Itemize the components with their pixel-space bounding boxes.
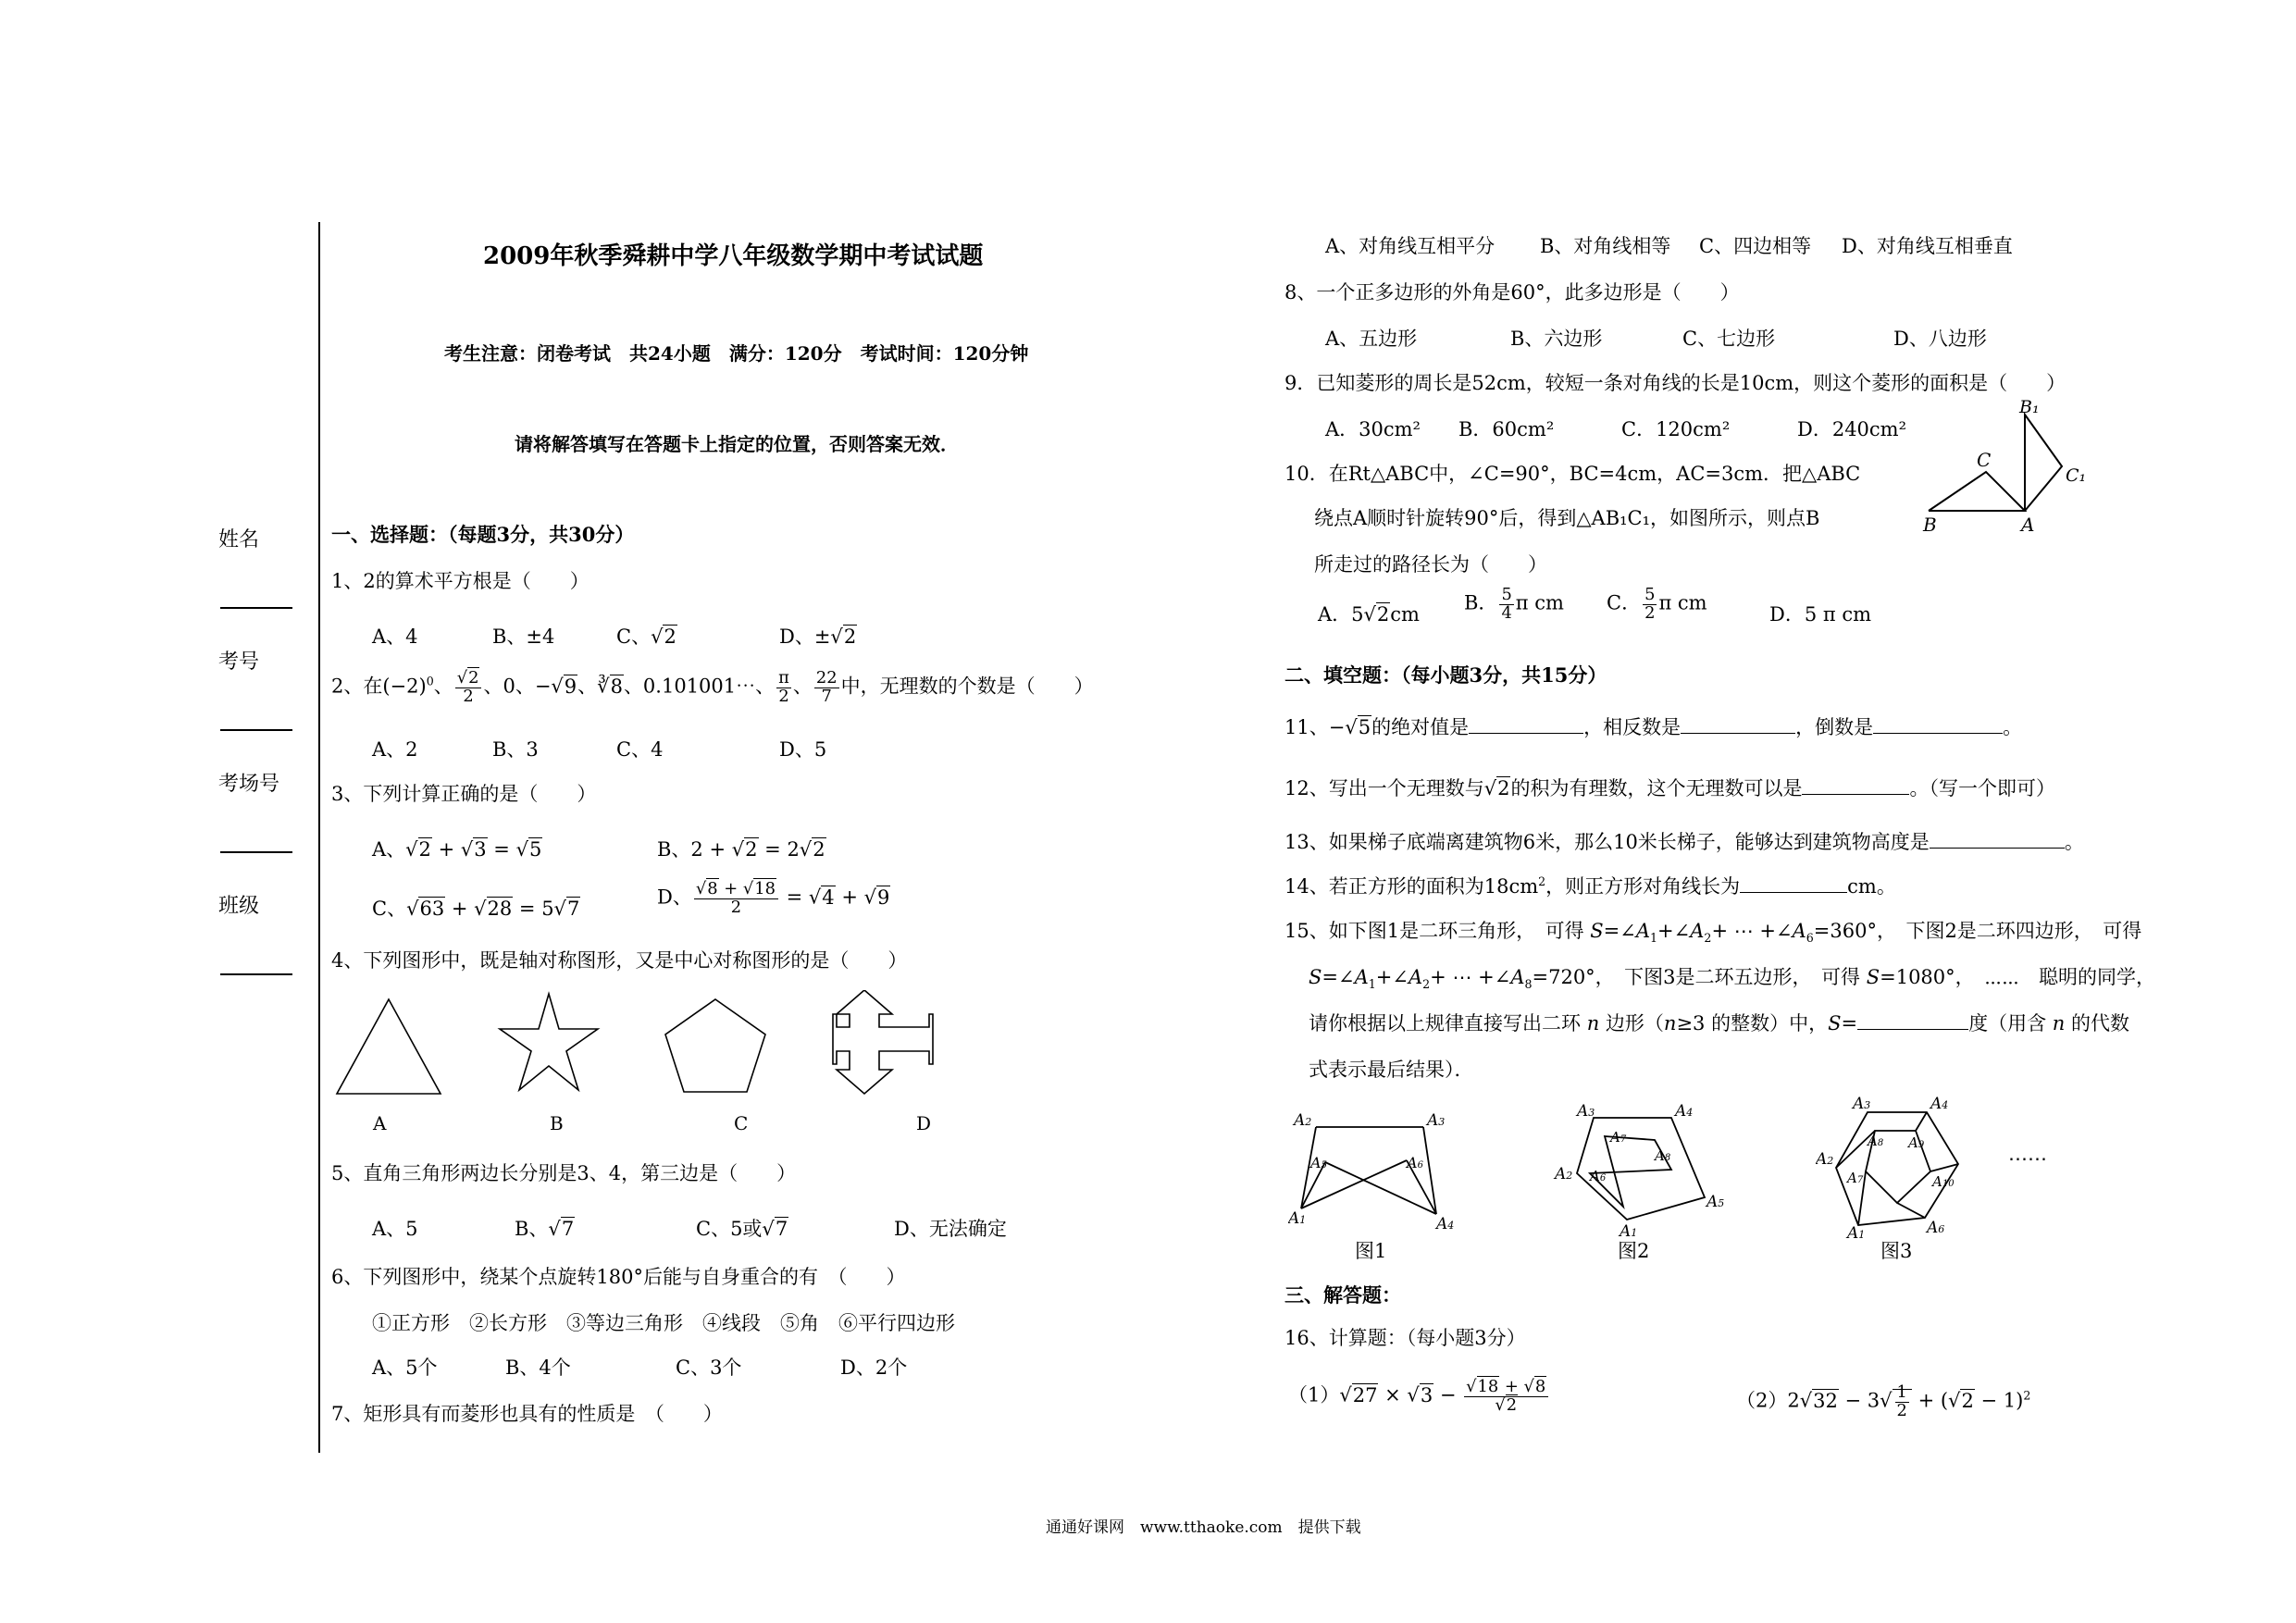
q5-option-a: A、5	[372, 1218, 418, 1240]
class-line[interactable]	[220, 973, 292, 975]
section3-heading: 三、解答题：	[1285, 1283, 1401, 1307]
figure2-caption: 图2	[1618, 1240, 1650, 1262]
exam-instruction: 请将解答填写在答题卡上指定的位置，否则答案无效．	[515, 433, 959, 455]
svg-text:A4: A4	[1436, 1215, 1455, 1231]
exam-room-label: 考场号	[218, 773, 280, 796]
q4-cross-arrow-shape	[833, 990, 933, 1094]
q7-option-c: C、四边相等	[1699, 235, 1812, 257]
q9-stem: 9．已知菱形的周长是52cm，较短一条对角线的长是10cm，则这个菱形的面积是（ ）	[1285, 372, 2066, 394]
q10-line1: 10．在Rt△ABC中，∠C=90°，BC=4cm，AC=3cm．把△ABC	[1285, 463, 1861, 485]
q10-line3: 所走过的路径长为（ ）	[1314, 553, 1547, 576]
q6-option-b: B、4个	[505, 1357, 571, 1379]
q1-stem: 1、2的算术平方根是（ ）	[331, 570, 590, 592]
q16-part2: （2）2√32 − 3√ $\frac{1}{2}$ + $(√2 - 1)^2$	[1736, 1382, 2031, 1420]
svg-text:A3: A3	[1427, 1111, 1446, 1130]
q1-option-b: B、±4	[492, 626, 555, 648]
q9-option-d: D．240cm²	[1797, 418, 1907, 440]
exam-title: 2009年秋季舜耕中学八年级数学期中考试试题	[483, 242, 984, 270]
q10-option-d: D．5 π cm	[1769, 603, 1872, 626]
q2-option-a: A、2	[372, 738, 418, 761]
svg-text:A6: A6	[1590, 1168, 1607, 1184]
q4-figures	[333, 990, 962, 1110]
exam-room-line[interactable]	[220, 851, 292, 853]
q5-option-d: D、无法确定	[894, 1218, 1007, 1240]
svg-text:A8: A8	[1868, 1133, 1884, 1149]
q12-text: 12、写出一个无理数与√2的积为有理数，这个无理数可以是 。（写一个即可）	[1285, 774, 2055, 801]
q4-star-shape	[500, 994, 598, 1090]
q15-figure1	[1288, 1110, 1455, 1231]
svg-text:A9: A9	[1908, 1134, 1925, 1151]
exam-number-label: 考号	[218, 650, 260, 674]
q5-option-b: B、√7	[515, 1218, 575, 1240]
q3-stem: 3、下列计算正确的是（ ）	[331, 783, 597, 805]
q6-option-a: A、5个	[372, 1357, 438, 1379]
svg-text:A2: A2	[1555, 1165, 1573, 1183]
q6-items: ①正方形 ②长方形 ③等边三角形 ④线段 ⑤角 ⑥平行四边形	[372, 1312, 955, 1334]
svg-text:A10: A10	[1932, 1173, 1955, 1190]
q4-label-b: B	[550, 1112, 564, 1134]
q15-line4: 式表示最后结果）．	[1309, 1059, 1474, 1081]
q1-option-c: C、√2	[616, 626, 676, 648]
q13-text: 13、如果梯子底端离建筑物6米，那么10米长梯子，能够达到建筑物高度是 。	[1285, 827, 2084, 855]
q10-rotation-figure	[1916, 398, 2110, 537]
q10-label-b: B	[1923, 514, 1937, 536]
q8-option-a: A、五边形	[1325, 328, 1418, 350]
q10-triangle-ab1c1	[2025, 415, 2062, 511]
q4-label-c: C	[734, 1112, 749, 1134]
svg-text:A1: A1	[1288, 1209, 1307, 1228]
svg-text:A5: A5	[1706, 1193, 1725, 1211]
exam-notice: 考生注意：闭卷考试 共24小题 满分：120分 考试时间：120分钟	[444, 342, 1029, 365]
svg-text:A6: A6	[1407, 1154, 1423, 1171]
exam-number-line[interactable]	[220, 729, 292, 731]
q9-option-c: C．120cm²	[1621, 418, 1731, 440]
q6-stem: 6、下列图形中，绕某个点旋转180°后能与自身重合的有 （ ）	[331, 1266, 906, 1288]
svg-text:A1: A1	[1620, 1222, 1638, 1238]
q10-label-c1: C₁	[2066, 465, 2087, 486]
q4-stem: 4、下列图形中，既是轴对称图形，又是中心对称图形的是（ ）	[331, 949, 908, 972]
q10-option-c: C． $\frac{5}{2}$ π cm	[1607, 585, 1707, 623]
q11-text: 11、−√5的绝对值是 ，相反数是 ，倒数是 。	[1285, 712, 2022, 740]
page-footer: 通通好课网 www.tthaoke.com 提供下载	[1046, 1518, 1361, 1537]
q15-line2: $S=\angle A_1+\angle A_2+$ ⋯ $+\angle A_8=720^\circ$， 下图3是二环五边形， 可得 S=1080°， ⋯⋯ 聪明的同学，	[1309, 966, 2155, 992]
q8-option-c: C、七边形	[1682, 328, 1776, 350]
section1-heading: 一、选择题：（每题3分，共30分）	[331, 523, 635, 546]
name-label: 姓名	[218, 528, 260, 551]
svg-text:A3: A3	[1577, 1102, 1595, 1121]
q6-option-c: C、3个	[676, 1357, 742, 1379]
q2-option-c: C、4	[616, 738, 664, 761]
q6-option-d: D、2个	[840, 1357, 908, 1379]
svg-text:A7: A7	[1610, 1129, 1627, 1146]
q7-stem: 7、矩形具有而菱形也具有的性质是 （ ）	[331, 1403, 723, 1425]
q4-pentagon-shape	[665, 999, 765, 1092]
q2-option-b: B、3	[492, 738, 539, 761]
q10-label-a: A	[2021, 514, 2035, 536]
q7-option-d: D、对角线互相垂直	[1842, 235, 2013, 257]
q10-label-c: C	[1977, 449, 1992, 471]
q1-option-d: D、±√2	[779, 626, 857, 648]
svg-text:A4: A4	[1930, 1095, 1949, 1113]
q4-triangle-shape	[337, 999, 441, 1094]
q10-label-b1: B₁	[2019, 398, 2040, 417]
q16-part1: （1）√27 × √3 − $\frac{√18 + √8}{√2}$	[1288, 1379, 1550, 1414]
q15-line3: 请你根据以上规律直接写出二环 n 边形（n≥3 的整数）中，S= 度（用含 n 的代数	[1309, 1009, 2129, 1036]
q3-option-c: C、√63 + √28 = 5√7	[372, 898, 580, 920]
q3-option-a: A、√2 + √3 = √5	[372, 838, 542, 861]
q3-option-d: D、 $\frac{√8 + √18}{2}$ = √4 + √9	[657, 879, 890, 917]
q15-ellipsis: ⋯⋯	[2008, 1147, 2047, 1170]
figure3-caption: 图3	[1880, 1240, 1913, 1262]
q8-stem: 8、一个正多边形的外角是60°，此多边形是（ ）	[1285, 281, 1740, 304]
q15-line1: 15、如下图1是二环三角形， 可得 $S=\angle A_1+\angle A_2+$ ⋯ $+\angle A_6=360^\circ$， 下图2是二环四边形， 可得	[1285, 920, 2142, 946]
q10-triangle-abc	[1929, 472, 2025, 511]
figure1-caption: 图1	[1355, 1240, 1387, 1262]
q5-option-c: C、5或√7	[696, 1218, 788, 1240]
class-label: 班级	[218, 895, 260, 918]
margin-rule	[318, 222, 320, 1453]
svg-text:A1: A1	[1847, 1224, 1866, 1238]
q5-stem: 5、直角三角形两边长分别是3、4，第三边是（ ）	[331, 1162, 797, 1184]
q4-label-a: A	[373, 1112, 387, 1134]
q15-figure2	[1553, 1099, 1738, 1238]
q14-text: 14、若正方形的面积为$18cm^2$，则正方形对角线长为 cm。	[1285, 874, 1896, 898]
name-line[interactable]	[220, 607, 292, 609]
svg-text:A3: A3	[1853, 1095, 1871, 1113]
svg-text:A4: A4	[1675, 1102, 1694, 1121]
q16-stem: 16、计算题：（每小题3分）	[1285, 1327, 1526, 1349]
q10-line2: 绕点A顺时针旋转90°后，得到△AB₁C₁，如图所示，则点B	[1314, 507, 1820, 529]
q15-figure3	[1816, 1094, 2001, 1238]
q10-option-a: A．5√2cm	[1318, 603, 1420, 626]
q9-option-b: B．60cm²	[1458, 418, 1555, 440]
svg-text:A6: A6	[1927, 1219, 1945, 1237]
q7-option-b: B、对角线相等	[1540, 235, 1671, 257]
svg-text:A8: A8	[1655, 1147, 1671, 1164]
svg-text:A5: A5	[1310, 1154, 1327, 1171]
svg-text:A2: A2	[1294, 1111, 1312, 1130]
q9-option-a: A．30cm²	[1325, 418, 1421, 440]
q2-stem: 2、在$(-2)^0$、 $\frac{√2}{2}$ 、0、−√9、∛8、0.101001⋯、 $\frac{\pi}{2}$ 、 $\frac{22}{7}$ 中，无理数的个数是（ ）	[331, 668, 1094, 706]
q8-option-b: B、六边形	[1510, 328, 1603, 350]
q8-option-d: D、八边形	[1893, 328, 1987, 350]
q1-option-a: A、4	[372, 626, 418, 648]
q7-option-a: A、对角线互相平分	[1325, 235, 1496, 257]
q10-option-b: B． $\frac{5}{4}$ π cm	[1464, 585, 1564, 623]
q4-label-d: D	[916, 1112, 932, 1134]
svg-text:A7: A7	[1847, 1170, 1864, 1186]
section2-heading: 二、填空题：（每小题3分，共15分）	[1285, 663, 1607, 687]
svg-text:A2: A2	[1816, 1150, 1834, 1169]
q2-option-d: D、5	[779, 738, 827, 761]
q3-option-b: B、2 + √2 = 2√2	[657, 838, 825, 861]
